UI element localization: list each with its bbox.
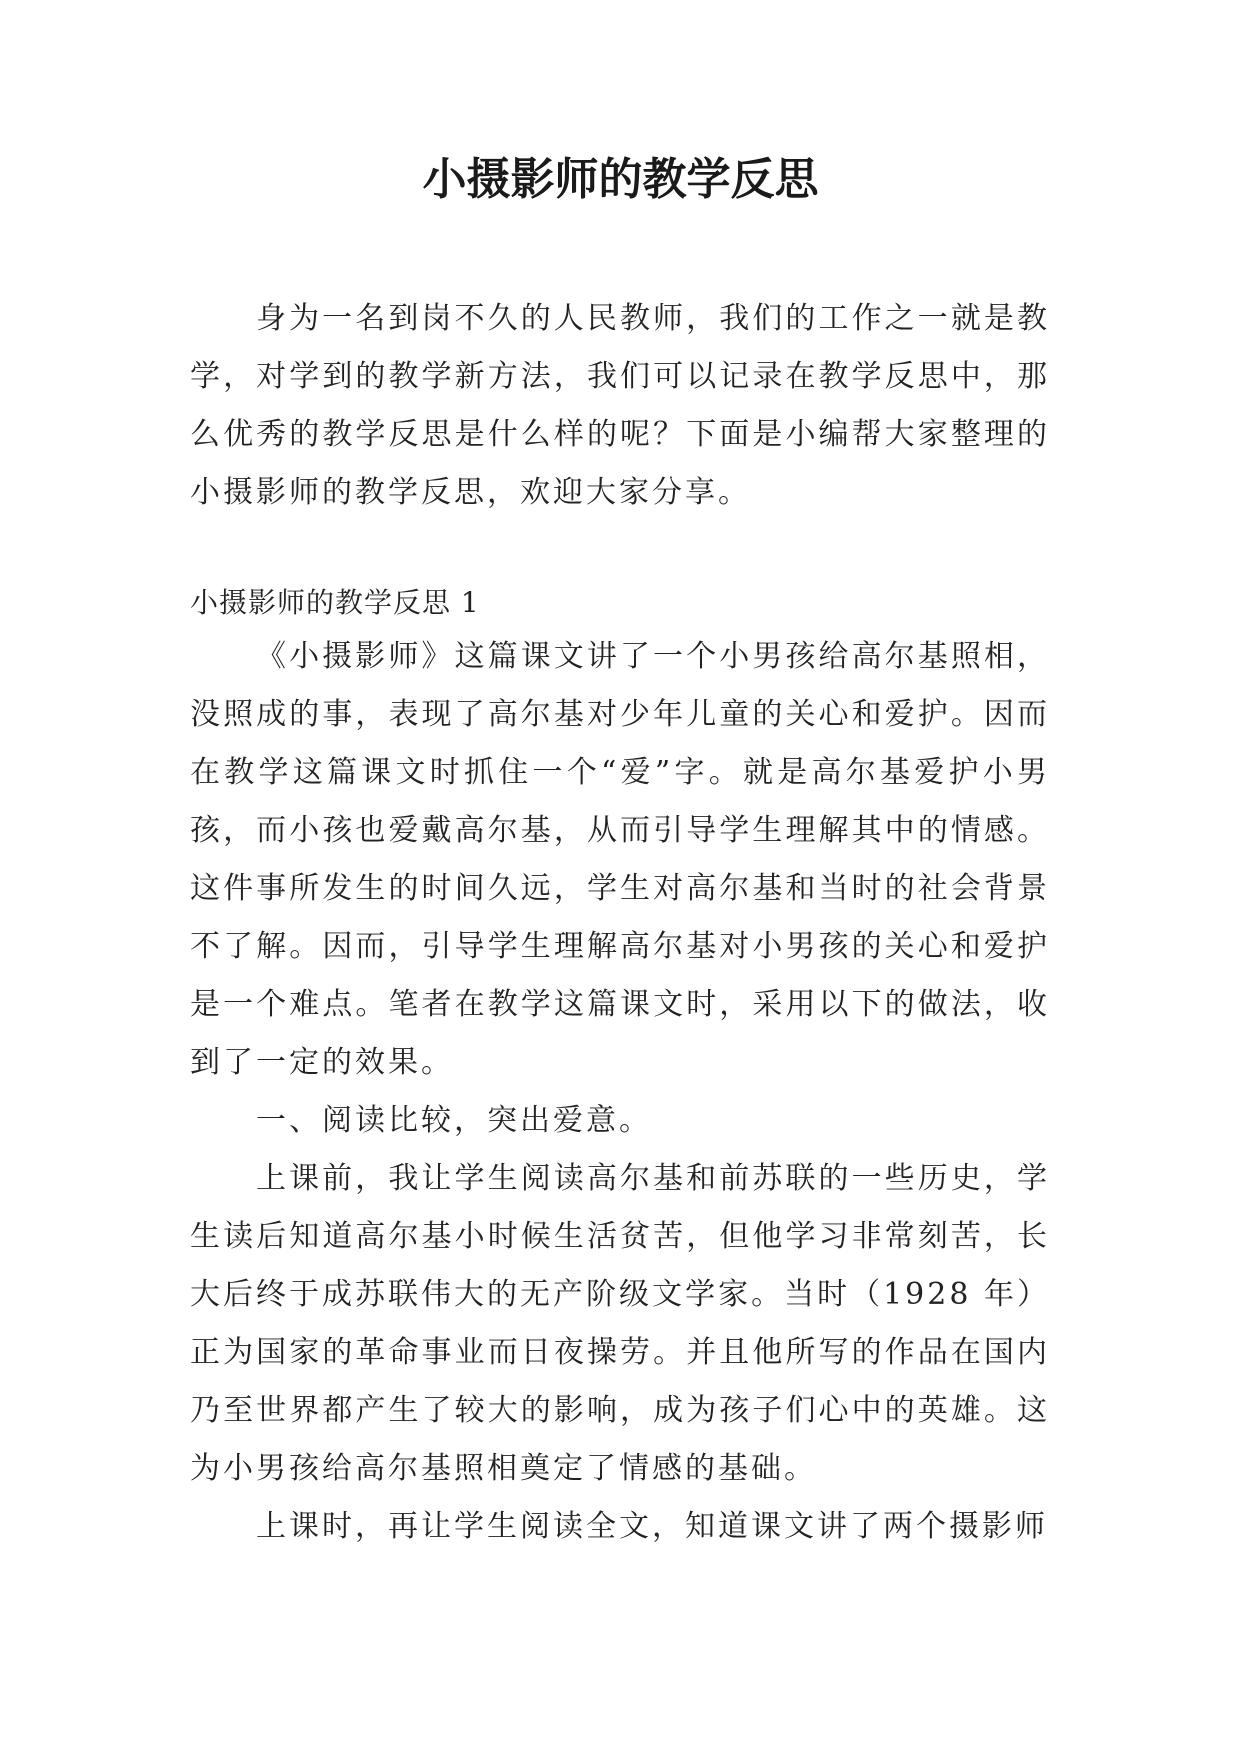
paragraph-4: 上课时，再让学生阅读全文，知道课文讲了两个摄影师 (256, 1509, 1048, 1544)
intro-block (190, 290, 1050, 522)
document-title: 小摄影师的教学反思 (422, 154, 819, 205)
paragraph-2: 一、阅读比较，突出爱意。 (256, 1103, 652, 1138)
paragraph-3: 上课前，我让学生阅读高尔基和前苏联的一些历史，学生读后知道高尔基小时候生活贫苦，但他学习非常刻苦，长大后终于成苏联伟大的无产阶级文学家。当时（1928 年）正为国家的革命事业而日夜操劳。并且他所写的作品在国内乃至世界都产生了较大的影响，成为孩子们心中的英雄。这为小男孩给高尔基照相奠定了情感的基础。 (190, 1161, 1050, 1486)
section-1 (190, 578, 1050, 1556)
paragraph-1: 《小摄影师》这篇课文讲了一个小男孩给高尔基照相，没照成的事，表现了高尔基对少年儿童的关心和爱护。因而在教学这篇课文时抓住一个“爱”字。就是高尔基爱护小男孩，而小孩也爱戴高尔基，从而引导学生理解其中的情感。这件事所发生的时间久远，学生对高尔基和当时的社会背景不了解。因而，引导学生理解高尔基对小男孩的关心和爱护是一个难点。笔者在教学这篇课文时，采用以下的做法，收到了一定的效果。 (190, 639, 1050, 1080)
intro-paragraph: 身为一名到岗不久的人民教师，我们的工作之一就是教学，对学到的教学新方法，我们可以记录在教学反思中，那么优秀的教学反思是什么样的呢？下面是小编帮大家整理的小摄影师的教学反思，欢迎大家分享。 (190, 301, 1050, 510)
section-heading: 小摄影师的教学反思 1 (190, 586, 480, 619)
